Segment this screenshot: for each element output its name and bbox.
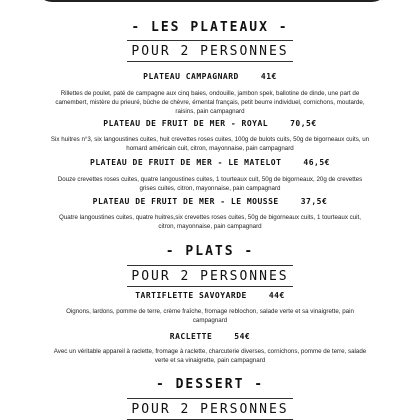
item-name: PLATEAU DE FRUIT DE MER - ROYAL <box>103 119 269 128</box>
section-title-dessert: - DESSERT - <box>155 377 265 392</box>
item-price: 41€ <box>260 72 277 81</box>
item-name: PLATEAU DE FRUIT DE MER - LE MATELOT <box>90 158 282 167</box>
section-subtitle-dessert: POUR 2 PERSONNES <box>127 398 292 420</box>
section-subtitle-wrap-dessert <box>0 398 420 420</box>
item-description: Six huitres n°3, six langoustines cuites, huit crevettes roses cuites, 100g de bulots cuits, 50g de bigorneaux cuits, un homard américain cuit, citron, mayonnaise, pain campagnard <box>50 136 370 152</box>
section-subtitle-wrap-plats <box>0 265 420 287</box>
item-name: PLATEAU DE FRUIT DE MER - LE MOUSSE <box>92 197 279 206</box>
menu-item-header <box>0 291 420 300</box>
item-description: Oignons, lardons, pomme de terre, crème fraîche, fromage reblochon, salade verte et sa vinaigrette, pain campagnard <box>66 308 354 324</box>
menu-item-header <box>0 158 420 167</box>
item-name: PLATEAU CAMPAGNARD <box>143 72 239 81</box>
item-price: 37,5€ <box>300 197 328 206</box>
item-price: 46,5€ <box>303 158 330 167</box>
menu-item-header <box>0 72 420 81</box>
menu-item-header <box>0 332 420 341</box>
menu-item-header <box>0 197 420 206</box>
section-subtitle-plateaux: POUR 2 PERSONNES <box>127 40 292 62</box>
section-title-plats: - PLATS - <box>165 244 255 259</box>
section-title-plateaux: - LES PLATEAUX - <box>131 20 289 35</box>
item-price: 54€ <box>234 332 251 341</box>
item-price: 44€ <box>268 291 285 300</box>
item-description: Douze crevettes roses cuites, quatre langoustines cuites, 1 tourteaux cuit, 50g de bigorneaux, 20g de crevettes grises cuites, citron, mayonnaise, pain campagnard <box>57 176 363 192</box>
item-description: Avec un véritable appareil à raclette, fromage à raclette, charcuterie diverses, cornichons, pomme de terre, salade verte et sa vinaigrette, pain campagnard <box>53 348 367 364</box>
header-frame <box>36 0 388 2</box>
item-description: Rillettes de poulet, paté de campagne aux cinq baies, ondouille, jambon spek, ballotine de dinde, une part de camembert, mistère du prieuré, bûche de chèvre, émental français, petit beurre individuel, cornichons, moutarde, raisins, pain campagnard <box>55 90 365 115</box>
section-subtitle-plats: POUR 2 PERSONNES <box>127 265 292 287</box>
item-name: RACLETTE <box>169 332 213 341</box>
menu-item-header <box>0 119 420 128</box>
item-price: 70,5€ <box>290 119 317 128</box>
section-subtitle-wrap-plateaux <box>0 40 420 62</box>
item-description: Quatre langoustines cuites, quatre huitres,six crevettes roses cuites, 50g de bigorneaux cuits, 1 tourteaux cuit, citron, mayonnaise, pain campagnard <box>59 214 361 230</box>
item-name: TARTIFLETTE SAVOYARDE <box>135 291 247 300</box>
